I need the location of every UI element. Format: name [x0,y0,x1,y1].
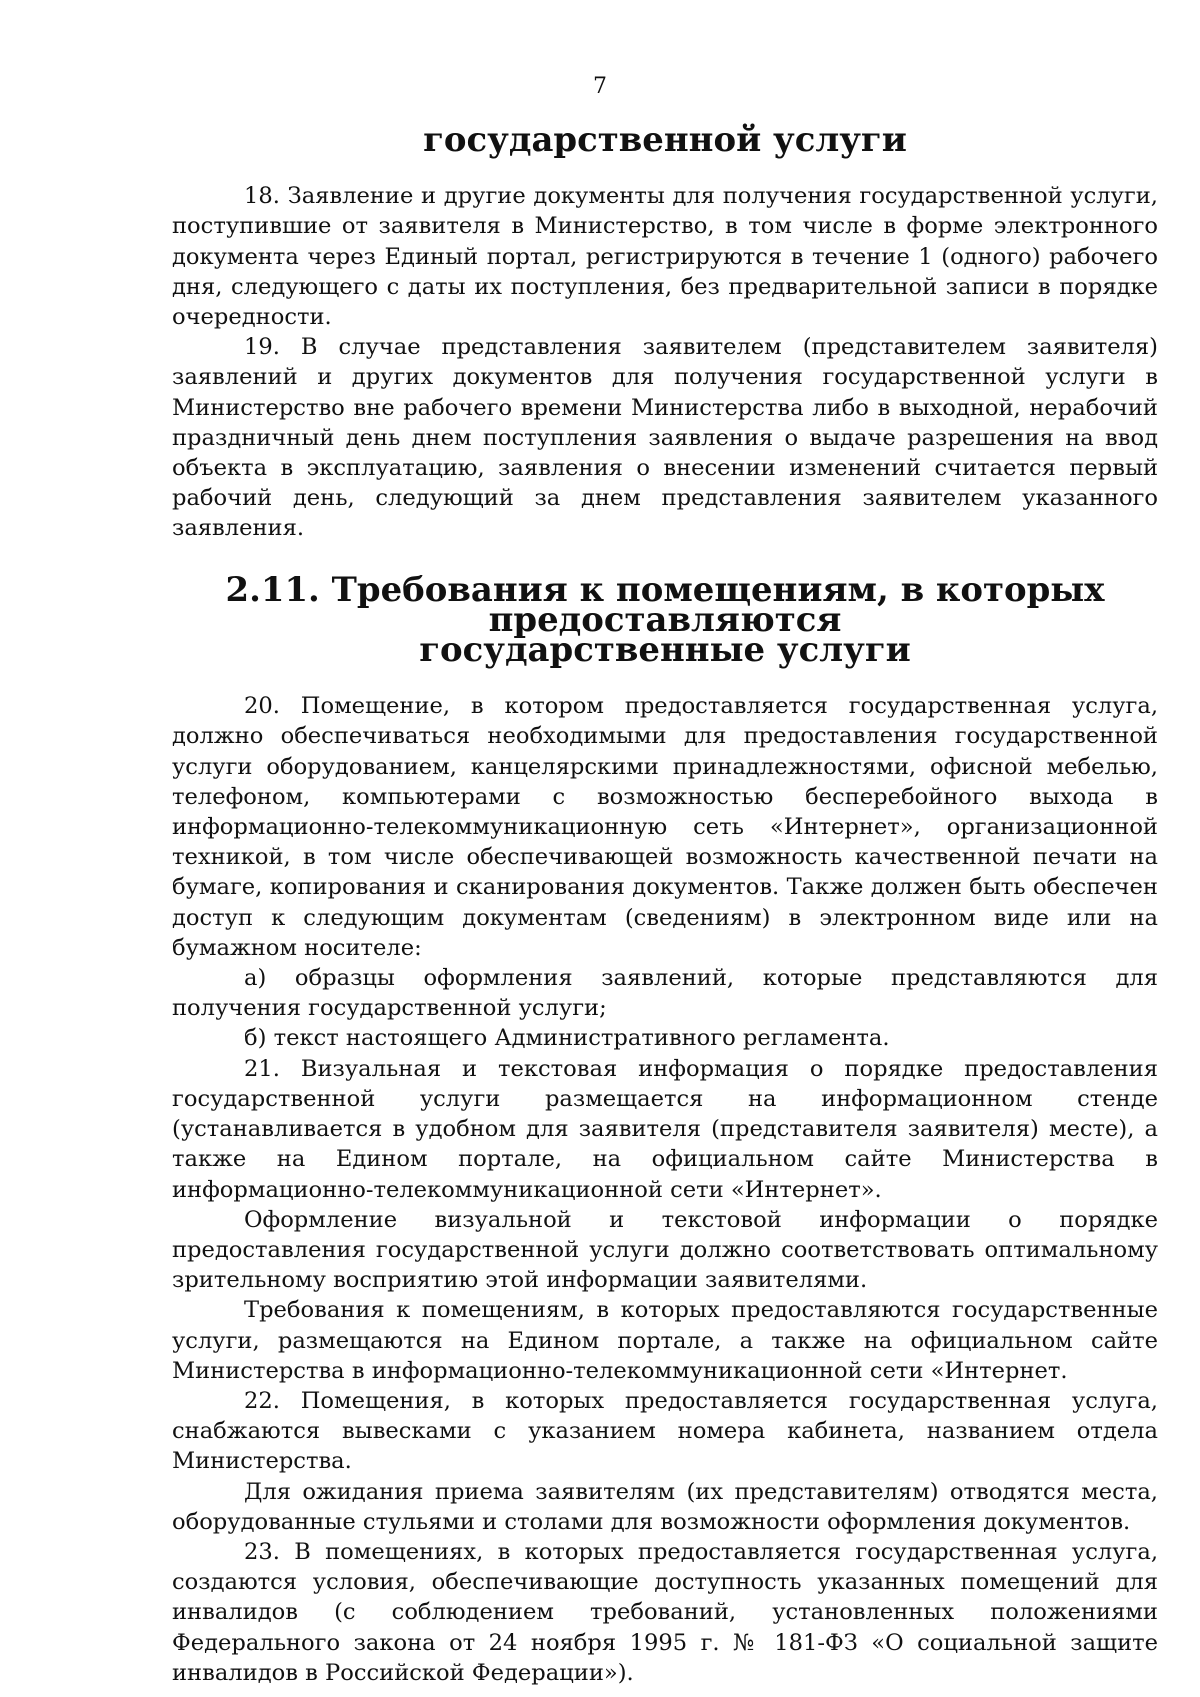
paragraph-22-waiting: Для ожидания приема заявителям (их представителям) отводятся места, оборудованные стульями и столами для возможности оформления документов. [172,1478,1158,1535]
page-number: 7 [593,74,607,99]
paragraph-21-requirements: Требования к помещениям, в которых предоставляются государственные услуги, размещаются на Едином портале, а также на официальном сайте Министерства в информационно-телекоммуникационной сети «Интернет. [172,1297,1158,1384]
list-item-b: б) текст настоящего Административного регламента. [244,1025,890,1052]
continued-section-heading [172,119,1158,159]
paragraph-23: 23. В помещениях, в которых предоставляется государственная услуга, создаются условия, обеспечивающие доступность указанных помещений для инвалидов (с соблюдением требований, установленных положениями Федерального закона от 24 ноября 1995 г. № 181-ФЗ «О социальной защите инвалидов в Российской Федерации»). [172,1538,1158,1686]
paragraph-22: 22. Помещения, в которых предоставляется государственная услуга, снабжаются вывесками с указанием номера кабинета, названием отдела Министерства. [172,1387,1158,1475]
paragraph-18: 18. Заявление и другие документы для получения государственной услуги, поступившие от заявителя в Министерство, в том числе в форме электронного документа через Единый портал, регистрируются в течение 1 (одного) рабочего дня, следующего с даты их поступления, без предварительной записи в порядке очередности. [172,183,1158,331]
paragraph-group-2 [172,691,1158,1688]
paragraph-group-1 [172,181,1158,543]
heading-line: 2.11. Требования к помещениям, в которых предоставляются [225,568,1105,639]
heading-line: государственной услуги [423,119,907,159]
paragraph-20: 20. Помещение, в котором предоставляется государственная услуга, должно обеспечиваться необходимыми для предоставления государственной услуги оборудованием, канцелярскими принадлежностями, офисной мебелью, телефоном, компьютерами с возможностью бесперебойного выхода в информационно-телекоммуникационную сеть «Интернет», организационной техникой, в том числе обеспечивающей возможность качественной печати на бумаге, копирования и сканирования документов. Также должен быть обеспечен доступ к следующим документам (сведениям) в электронном виде или на бумажном носителе: [172,693,1158,961]
paragraph-19: 19. В случае представления заявителем (представителем заявителя) заявлений и других документов для получения государственной услуги в Министерство вне рабочего времени Министерства либо в выходной, нерабочий праздничный день днем поступления заявления о выдаче разрешения на ввод объекта в эксплуатацию, заявления о внесении изменений считается первый рабочий день, следующий за днем представления заявителем указанного заявления. [172,334,1158,542]
paragraph-21-design: Оформление визуальной и текстовой информации о порядке предоставления государственной услуги должно соответствовать оптимальному зрительному восприятию этой информации заявителями. [172,1206,1158,1294]
list-item-a: а) образцы оформления заявлений, которые представляются для получения государственной услуги; [172,965,1158,1022]
document-body [172,119,1158,1688]
heading-line: государственные услуги [419,629,911,670]
paragraph-21: 21. Визуальная и текстовая информация о порядке предоставления государственной услуги размещается на информационном стенде (устанавливается в удобном для заявителя (представителя заявителя) месте), а также на Едином портале, на официальном сайте Министерства в информационно-телекоммуникационной сети «Интернет». [172,1055,1158,1203]
section-heading-2-11 [172,568,1158,670]
